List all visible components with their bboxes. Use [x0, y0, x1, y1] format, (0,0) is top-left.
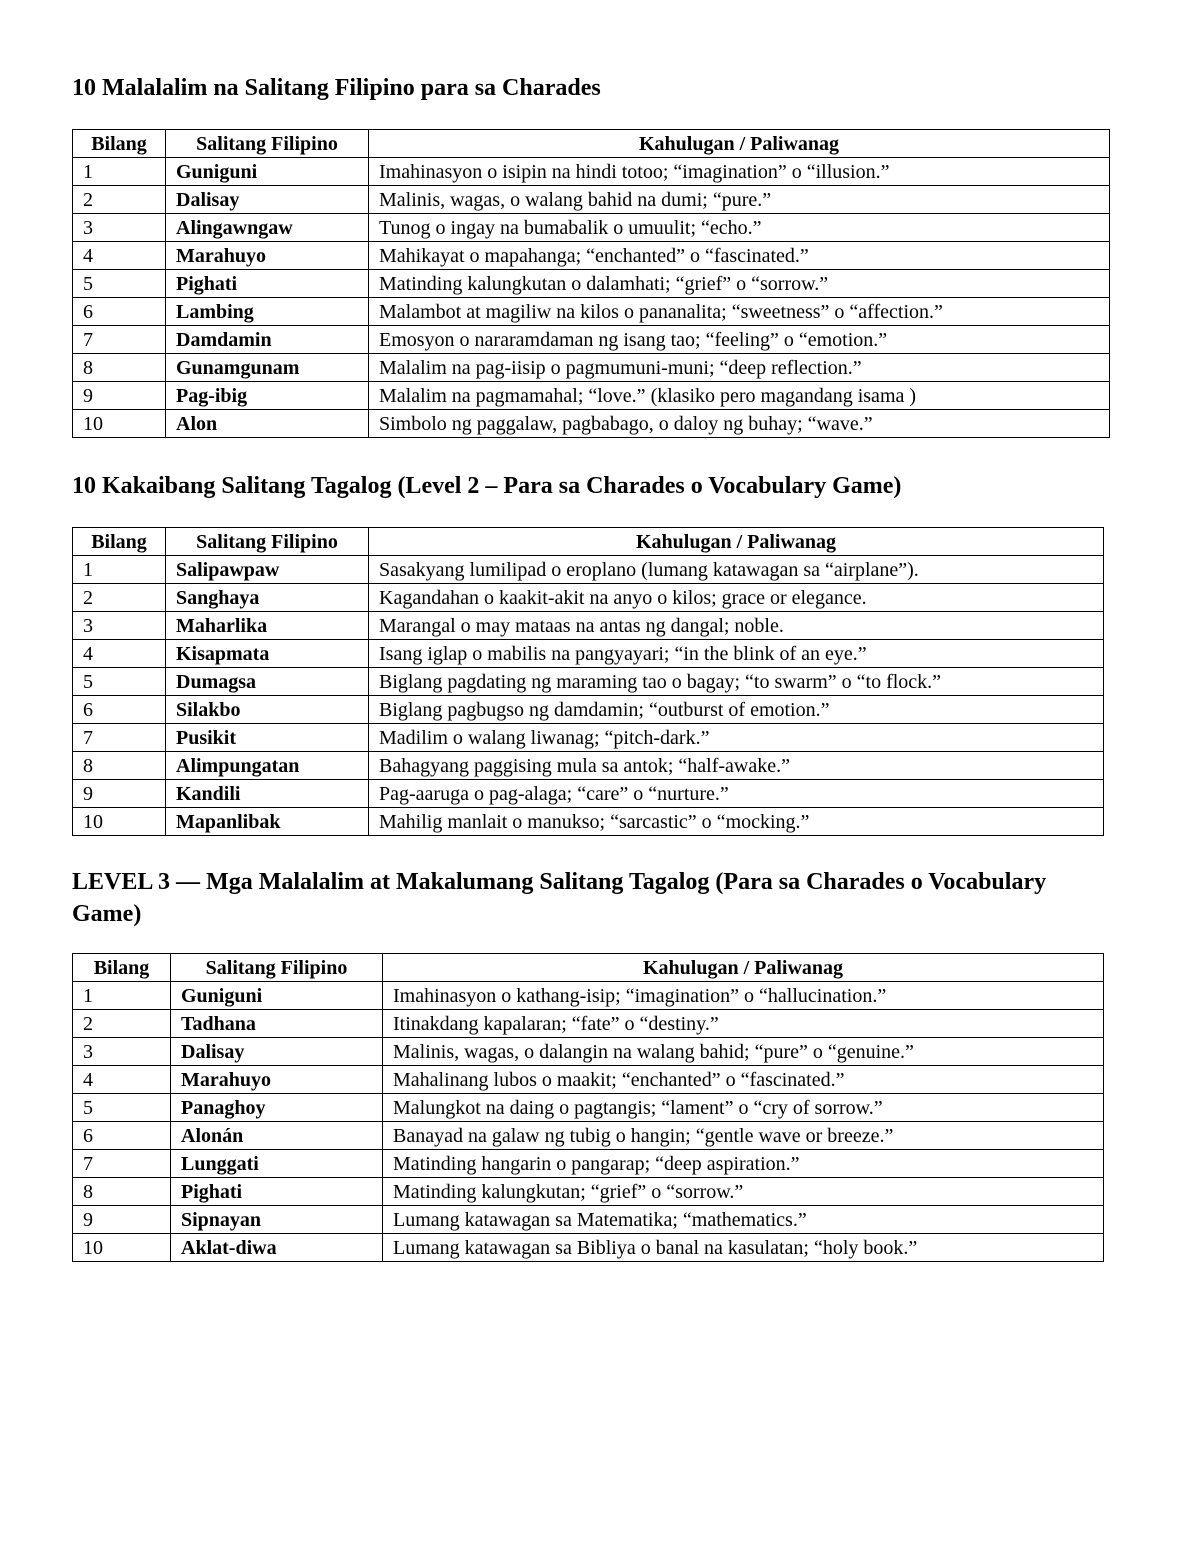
- row-number: 2: [73, 1010, 171, 1038]
- word-definition: Itinakdang kapalaran; “fate” o “destiny.”: [383, 1010, 1104, 1038]
- word-definition: Bahagyang paggising mula sa antok; “half-awake.”: [369, 752, 1104, 780]
- filipino-word: Sanghaya: [166, 584, 369, 612]
- table-row: [73, 326, 1110, 354]
- row-number: 5: [73, 270, 166, 298]
- row-number: 2: [73, 584, 166, 612]
- word-definition: Malungkot na daing o pagtangis; “lament” o “cry of sorrow.”: [383, 1094, 1104, 1122]
- table-row: [73, 298, 1110, 326]
- filipino-word: Guniguni: [166, 158, 369, 186]
- table-row: [73, 1178, 1104, 1206]
- header-salitang-filipino: Salitang Filipino: [171, 954, 383, 982]
- word-definition: Emosyon o nararamdaman ng isang tao; “feeling” o “emotion.”: [369, 326, 1110, 354]
- word-definition: Lumang katawagan sa Matematika; “mathematics.”: [383, 1206, 1104, 1234]
- table-row: [73, 1234, 1104, 1262]
- filipino-word: Mapanlibak: [166, 808, 369, 836]
- header-bilang: Bilang: [73, 528, 166, 556]
- section-level-2: [72, 470, 1112, 833]
- table-row: [73, 668, 1104, 696]
- word-definition: Sasakyang lumilipad o eroplano (lumang katawagan sa “airplane”).: [369, 556, 1104, 584]
- table-row: [73, 982, 1104, 1010]
- filipino-word: Gunamgunam: [166, 354, 369, 382]
- word-definition: Malalim na pag-iisip o pagmumuni-muni; “deep reflection.”: [369, 354, 1110, 382]
- section-level-3: [72, 866, 1112, 1259]
- table-row: [73, 696, 1104, 724]
- row-number: 9: [73, 780, 166, 808]
- table-row: [73, 158, 1110, 186]
- section-level-1: [72, 72, 1112, 435]
- word-definition: Madilim o walang liwanag; “pitch-dark.”: [369, 724, 1104, 752]
- header-salitang-filipino: Salitang Filipino: [166, 130, 369, 158]
- row-number: 10: [73, 410, 166, 438]
- filipino-word: Panaghoy: [171, 1094, 383, 1122]
- row-number: 1: [73, 158, 166, 186]
- filipino-word: Silakbo: [166, 696, 369, 724]
- table-row: [73, 780, 1104, 808]
- table-row: [73, 1038, 1104, 1066]
- filipino-word: Salipawpaw: [166, 556, 369, 584]
- row-number: 9: [73, 382, 166, 410]
- filipino-word: Lunggati: [171, 1150, 383, 1178]
- row-number: 5: [73, 668, 166, 696]
- word-definition: Kagandahan o kaakit-akit na anyo o kilos; grace or elegance.: [369, 584, 1104, 612]
- word-definition: Imahinasyon o kathang-isip; “imagination” o “hallucination.”: [383, 982, 1104, 1010]
- row-number: 8: [73, 752, 166, 780]
- table-row: [73, 1094, 1104, 1122]
- filipino-word: Pag-ibig: [166, 382, 369, 410]
- section-title: 10 Kakaibang Salitang Tagalog (Level 2 – Para sa Charades o Vocabulary Game): [72, 473, 902, 499]
- word-definition: Pag-aaruga o pag-alaga; “care” o “nurture.”: [369, 780, 1104, 808]
- word-definition: Biglang pagdating ng maraming tao o bagay; “to swarm” o “to flock.”: [369, 668, 1104, 696]
- header-kahulugan: Kahulugan / Paliwanag: [369, 130, 1110, 158]
- filipino-word: Dalisay: [166, 186, 369, 214]
- word-definition: Imahinasyon o isipin na hindi totoo; “imagination” o “illusion.”: [369, 158, 1110, 186]
- row-number: 1: [73, 556, 166, 584]
- word-table: [72, 129, 1110, 438]
- row-number: 2: [73, 186, 166, 214]
- row-number: 7: [73, 326, 166, 354]
- word-definition: Mahilig manlait o manukso; “sarcastic” o “mocking.”: [369, 808, 1104, 836]
- filipino-word: Marahuyo: [166, 242, 369, 270]
- row-number: 7: [73, 724, 166, 752]
- row-number: 4: [73, 640, 166, 668]
- table-row: [73, 640, 1104, 668]
- table-row: [73, 752, 1104, 780]
- word-definition: Matinding hangarin o pangarap; “deep aspiration.”: [383, 1150, 1104, 1178]
- word-definition: Mahalinang lubos o maakit; “enchanted” o “fascinated.”: [383, 1066, 1104, 1094]
- filipino-word: Alon: [166, 410, 369, 438]
- word-definition: Malinis, wagas, o walang bahid na dumi; “pure.”: [369, 186, 1110, 214]
- row-number: 7: [73, 1150, 171, 1178]
- row-number: 3: [73, 214, 166, 242]
- row-number: 8: [73, 1178, 171, 1206]
- filipino-word: Kandili: [166, 780, 369, 808]
- filipino-word: Marahuyo: [171, 1066, 383, 1094]
- table-row: [73, 410, 1110, 438]
- header-kahulugan: Kahulugan / Paliwanag: [383, 954, 1104, 982]
- word-table: [72, 953, 1104, 1262]
- word-definition: Tunog o ingay na bumabalik o umuulit; “echo.”: [369, 214, 1110, 242]
- word-definition: Lumang katawagan sa Bibliya o banal na kasulatan; “holy book.”: [383, 1234, 1104, 1262]
- table-row: [73, 270, 1110, 298]
- table-row: [73, 1122, 1104, 1150]
- table-row: [73, 584, 1104, 612]
- header-salitang-filipino: Salitang Filipino: [166, 528, 369, 556]
- table-row: [73, 612, 1104, 640]
- row-number: 5: [73, 1094, 171, 1122]
- table-header-row: [73, 130, 1110, 158]
- row-number: 4: [73, 242, 166, 270]
- table-row: [73, 382, 1110, 410]
- row-number: 6: [73, 1122, 171, 1150]
- row-number: 3: [73, 612, 166, 640]
- filipino-word: Tadhana: [171, 1010, 383, 1038]
- table-row: [73, 556, 1104, 584]
- filipino-word: Kisapmata: [166, 640, 369, 668]
- row-number: 9: [73, 1206, 171, 1234]
- row-number: 6: [73, 298, 166, 326]
- header-kahulugan: Kahulugan / Paliwanag: [369, 528, 1104, 556]
- word-definition: Marangal o may mataas na antas ng dangal; noble.: [369, 612, 1104, 640]
- word-definition: Matinding kalungkutan o dalamhati; “grief” o “sorrow.”: [369, 270, 1110, 298]
- filipino-word: Maharlika: [166, 612, 369, 640]
- filipino-word: Sipnayan: [171, 1206, 383, 1234]
- word-definition: Banayad na galaw ng tubig o hangin; “gentle wave or breeze.”: [383, 1122, 1104, 1150]
- filipino-word: Pighati: [171, 1178, 383, 1206]
- table-row: [73, 808, 1104, 836]
- filipino-word: Dalisay: [171, 1038, 383, 1066]
- table-row: [73, 354, 1110, 382]
- row-number: 10: [73, 808, 166, 836]
- word-definition: Mahikayat o mapahanga; “enchanted” o “fascinated.”: [369, 242, 1110, 270]
- filipino-word: Damdamin: [166, 326, 369, 354]
- filipino-word: Alimpungatan: [166, 752, 369, 780]
- table-header-row: [73, 528, 1104, 556]
- row-number: 8: [73, 354, 166, 382]
- word-definition: Malinis, wagas, o dalangin na walang bahid; “pure” o “genuine.”: [383, 1038, 1104, 1066]
- header-bilang: Bilang: [73, 130, 166, 158]
- row-number: 1: [73, 982, 171, 1010]
- row-number: 10: [73, 1234, 171, 1262]
- table-row: [73, 214, 1110, 242]
- filipino-word: Pighati: [166, 270, 369, 298]
- word-definition: Simbolo ng paggalaw, pagbabago, o daloy ng buhay; “wave.”: [369, 410, 1110, 438]
- table-row: [73, 1010, 1104, 1038]
- row-number: 3: [73, 1038, 171, 1066]
- word-definition: Isang iglap o mabilis na pangyayari; “in the blink of an eye.”: [369, 640, 1104, 668]
- header-bilang: Bilang: [73, 954, 171, 982]
- word-definition: Malambot at magiliw na kilos o pananalita; “sweetness” o “affection.”: [369, 298, 1110, 326]
- filipino-word: Lambing: [166, 298, 369, 326]
- table-row: [73, 1206, 1104, 1234]
- row-number: 6: [73, 696, 166, 724]
- filipino-word: Alingawngaw: [166, 214, 369, 242]
- filipino-word: Guniguni: [171, 982, 383, 1010]
- section-title: 10 Malalalim na Salitang Filipino para sa Charades: [72, 75, 601, 101]
- row-number: 4: [73, 1066, 171, 1094]
- section-title: LEVEL 3 — Mga Malalalim at Makalumang Salitang Tagalog (Para sa Charades o Vocabulary Game): [72, 869, 1047, 927]
- filipino-word: Aklat-diwa: [171, 1234, 383, 1262]
- table-row: [73, 724, 1104, 752]
- filipino-word: Dumagsa: [166, 668, 369, 696]
- table-row: [73, 186, 1110, 214]
- table-row: [73, 1150, 1104, 1178]
- filipino-word: Alonán: [171, 1122, 383, 1150]
- table-header-row: [73, 954, 1104, 982]
- word-definition: Malalim na pagmamahal; “love.” (klasiko pero magandang isama ): [369, 382, 1110, 410]
- table-row: [73, 242, 1110, 270]
- filipino-word: Pusikit: [166, 724, 369, 752]
- word-table: [72, 527, 1104, 836]
- word-definition: Matinding kalungkutan; “grief” o “sorrow.”: [383, 1178, 1104, 1206]
- word-definition: Biglang pagbugso ng damdamin; “outburst of emotion.”: [369, 696, 1104, 724]
- table-row: [73, 1066, 1104, 1094]
